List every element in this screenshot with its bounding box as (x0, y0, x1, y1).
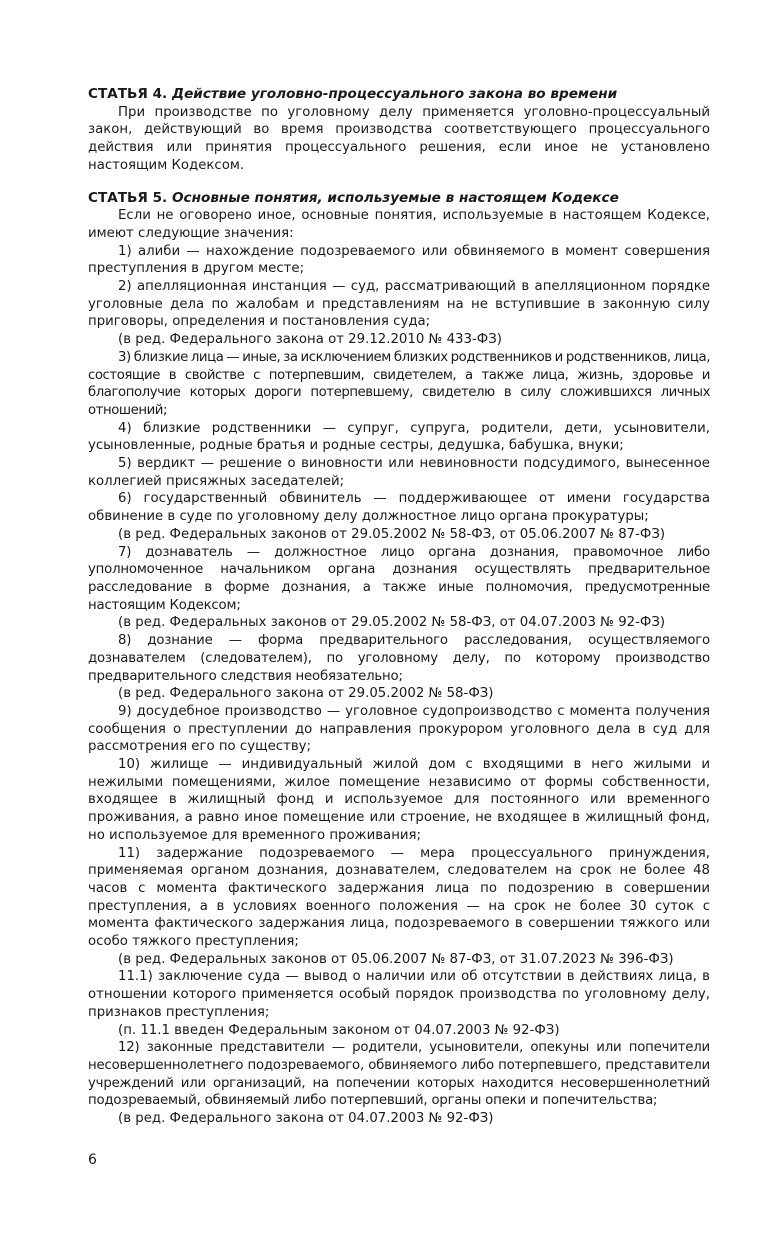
amendment-note: (в ред. Федеральных законов от 29.05.2002 № 58-ФЗ, от 04.07.2003 № 92-ФЗ) (118, 615, 666, 631)
definition-close-relatives: 4) близкие родственники — супруг, супруга, родители, дети, усыновители, усыновленные, родные братья и родные сестры, дедушка, бабушка, внуки; (88, 420, 710, 454)
amendment-note: (в ред. Федерального закона от 29.05.2002 № 58-ФЗ) (118, 686, 494, 702)
article-5-intro: Если не оговорено иное, основные понятия, используемые в настоящем Кодексе, имеют следующие значения: (88, 208, 710, 241)
article-4-title: Действие уголовно-процессуального закона во времени (171, 86, 618, 102)
amendment-note: (в ред. Федерального закона от 04.07.2003 № 92-ФЗ) (118, 1111, 494, 1127)
article-5-title: Основные понятия, используемые в настоящем Кодексе (171, 189, 619, 206)
article-spacer (88, 175, 710, 190)
article-5-heading (88, 190, 710, 208)
definition-close-persons: 3) близкие лица — иные, за исключением близких родственников и родственников, лица, состоящие в свойстве с потерпевшим, свидетелем, а также лица, жизнь, здоровье и благополучие которых дороги потерпевшему, свидетелю в силу сложившихся личных отношений; (88, 349, 710, 418)
amendment-note: (в ред. Федерального закона от 29.12.2010 № 433-ФЗ) (118, 332, 502, 348)
document-page (88, 86, 710, 1128)
article-4-paragraph: При производстве по уголовному делу применяется уголовно-процессуальный закон, действующий во время производства соответствующего процессуального действия или принятия процессуального решения, если иное не установлено настоящим Кодексом. (88, 104, 710, 173)
definition-pretrial-proceedings: 9) досудебное производство — уголовное судопроизводство с момента получения сообщения о преступлении до направления прокурором уголовного дела в суд для рассмотрения его по существу; (88, 703, 710, 755)
definition-legal-representatives: 12) законные представители — родители, усыновители, опекуны или попечители несовершеннолетнего подозреваемого, обвиняемого либо потерпевшего, представители учреждений или организаций, на попечении которых находится несовершеннолетний подозреваемый, обвиняемый либо потерпевший, органы опеки и попечительства; (88, 1040, 710, 1109)
definition-appeal-instance: 2) апелляционная инстанция — суд, рассматривающий в апелляционном порядке уголовные дела по жалобам и представлениям на не вступившие в законную силу приговоры, определения и постановления суда; (88, 279, 710, 330)
definition-inquirer: 7) дознаватель — должностное лицо органа дознания, правомочное либо уполномоченное начальником органа дознания осуществлять предварительное расследование в форме дознания, а также иные полномочия, предусмотренные настоящим Кодексом; (88, 544, 710, 613)
definition-state-prosecutor: 6) государственный обвинитель — поддерживающее от имени государства обвинение в суде по уголовному делу должностное лицо органа прокуратуры; (88, 491, 710, 525)
amendment-note: (в ред. Федеральных законов от 05.06.2007 № 87-ФЗ, от 31.07.2023 № 396-ФЗ) (118, 951, 674, 967)
definition-dwelling: 10) жилище — индивидуальный жилой дом с входящими в него жилыми и нежилыми помещениями, жилое помещение независимо от формы собственности, входящее в жилищный фонд и используемое для постоянного или временного проживания, а равно иное помещение или строение, не входящее в жилищный фонд, но используемое для временного проживания; (88, 757, 710, 843)
amendment-note: (п. 11.1 введен Федеральным законом от 04.07.2003 № 92-ФЗ) (118, 1022, 560, 1038)
definition-court-opinion: 11.1) заключение суда — вывод о наличии или об отсутствии в действиях лица, в отношении которого применяется особый порядок производства по уголовному делу, признаков преступления; (88, 969, 710, 1020)
page-number: 6 (88, 1152, 97, 1168)
definition-inquiry: 8) дознание — форма предварительного расследования, осуществляемого дознавателем (следователем), по уголовному делу, по которому производство предварительного следствия необязательно; (88, 633, 710, 684)
definition-alibi: 1) алиби — нахождение подозреваемого или обвиняемого в момент совершения преступления в другом месте; (88, 243, 710, 277)
article-4-label: СТАТЬЯ 4. (88, 86, 168, 102)
amendment-note: (в ред. Федеральных законов от 29.05.2002 № 58-ФЗ, от 05.06.2007 № 87-ФЗ) (118, 526, 666, 542)
definition-verdict: 5) вердикт — решение о виновности или невиновности подсудимого, вынесенное коллегией присяжных заседателей; (88, 456, 710, 489)
article-5-label: СТАТЬЯ 5. (88, 189, 168, 206)
definition-detention: 11) задержание подозреваемого — мера процессуального принуждения, применяемая органом дознания, дознавателем, следователем на срок не более 48 часов с момента фактического задержания лица по подозрению в совершении преступления, а в условиях военного положения — на срок не более 30 суток с момента фактического задержания лица, подозреваемого в совершении тяжкого или особо тяжкого преступления; (88, 845, 710, 950)
article-4-heading (88, 86, 710, 104)
